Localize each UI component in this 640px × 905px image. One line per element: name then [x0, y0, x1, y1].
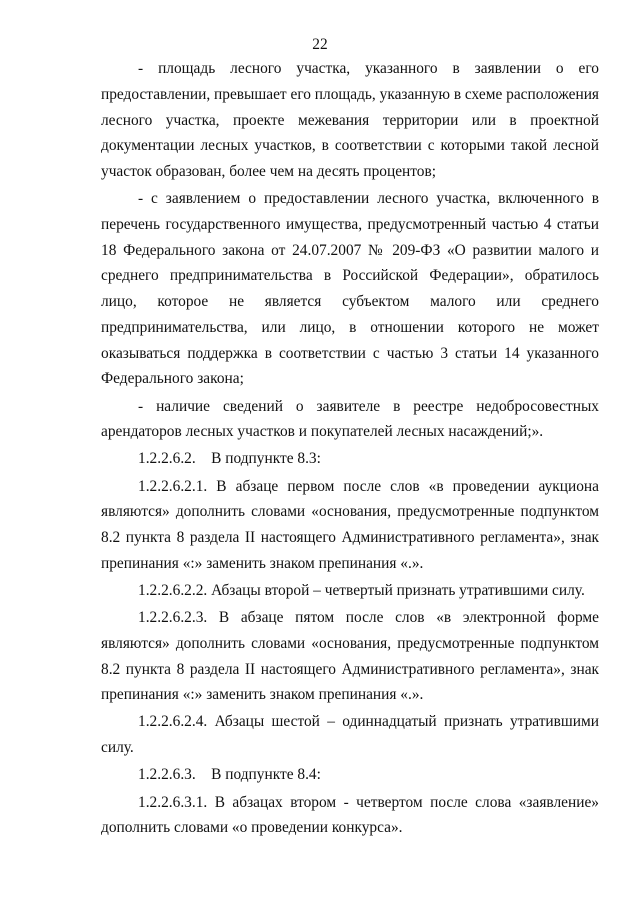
paragraph: 1.2.2.6.2.2. Абзацы второй – четвертый признать утратившими силу.	[138, 581, 585, 599]
paragraph: 1.2.2.6.2. В подпункте 8.3:	[138, 450, 321, 468]
paragraph: 1.2.2.6.2.1. В абзаце первом после слов «в проведении аукциона являются» дополнить словами «основания, предусмотренные подпунктом 8.2 пункта 8 раздела II настоящего Административного регламента», знак препинания «:» заменить знаком препинания «.».	[101, 477, 599, 572]
paragraph: - с заявлением о предоставлении лесного участка, включенного в перечень государственного имущества, предусмотренный частью 4 статьи 18 Федерального закона от 24.07.2007 № 209-ФЗ «О развитии малого и среднего предпринимательства в Российской Федерации», обратилось лицо, которое не является субъектом малого или среднего предпринимательства, или лицо, в отношении которого не может оказываться поддержка в соответствии с частью 3 статьи 14 указанного Федерального закона;	[101, 190, 599, 388]
paragraph: - площадь лесного участка, указанного в заявлении о его предоставлении, превышает его площадь, указанную в схеме расположения лесного участка, проекте межевания территории или в проектной документации лесных участков, в соответствии с которыми такой лесной участок образован, более чем на десять процентов;	[101, 60, 600, 180]
page-number: 22	[312, 36, 328, 53]
document-body	[101, 56, 599, 842]
paragraph: 1.2.2.6.3. В подпункте 8.4:	[138, 766, 321, 784]
paragraph: - наличие сведений о заявителе в реестре недобросовестных арендаторов лесных участков и покупателей лесных насаждений;».	[101, 397, 599, 441]
paragraph: 1.2.2.6.3.1. В абзацах втором - четвертом после слова «заявление» дополнить словами «о проведении конкурса».	[101, 793, 599, 837]
paragraph: 1.2.2.6.2.4. Абзацы шестой – одиннадцатый признать утратившими силу.	[101, 713, 599, 757]
paragraph: 1.2.2.6.2.3. В абзаце пятом после слов «в электронной форме являются» дополнить словами «основания, предусмотренные подпунктом 8.2 пункта 8 раздела II настоящего Административного регламента», знак препинания «:» заменить знаком препинания «.».	[101, 609, 599, 704]
